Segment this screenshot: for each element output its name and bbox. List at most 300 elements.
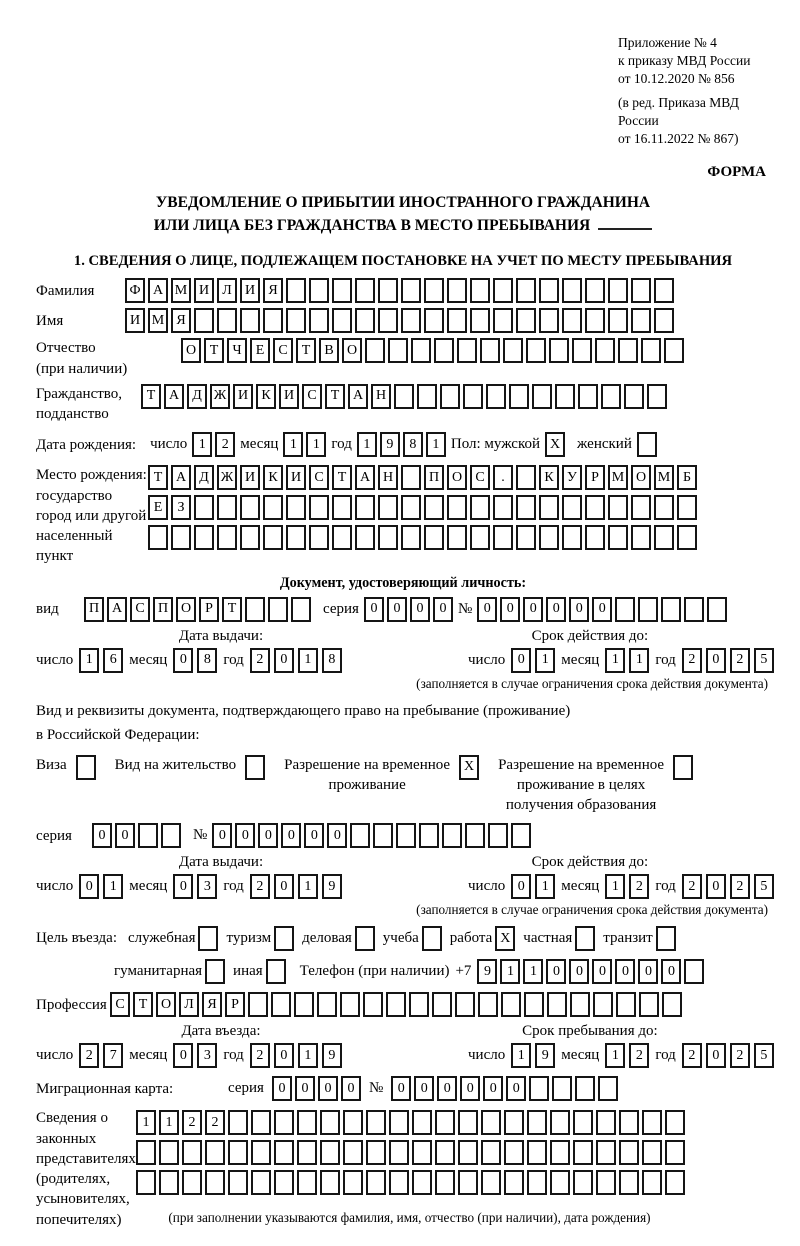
char-box[interactable]: С bbox=[302, 384, 322, 409]
char-box[interactable]: 8 bbox=[403, 432, 423, 457]
char-box[interactable]: 1 bbox=[535, 874, 555, 899]
char-box[interactable]: 1 bbox=[136, 1110, 156, 1135]
char-box[interactable]: 1 bbox=[426, 432, 446, 457]
char-box[interactable]: З bbox=[171, 495, 191, 520]
char-box[interactable] bbox=[286, 308, 306, 333]
char-box[interactable]: М bbox=[171, 278, 191, 303]
char-box[interactable]: П bbox=[84, 597, 104, 622]
char-box[interactable] bbox=[598, 1076, 618, 1101]
char-box[interactable]: У bbox=[562, 465, 582, 490]
char-box[interactable]: 0 bbox=[706, 1043, 726, 1068]
char-box[interactable] bbox=[309, 525, 329, 550]
char-box[interactable] bbox=[217, 495, 237, 520]
char-box[interactable] bbox=[297, 1140, 317, 1165]
char-box[interactable]: 0 bbox=[706, 874, 726, 899]
char-box[interactable] bbox=[378, 308, 398, 333]
char-box[interactable] bbox=[615, 597, 635, 622]
char-box[interactable] bbox=[182, 1140, 202, 1165]
char-box[interactable] bbox=[434, 338, 454, 363]
char-box[interactable]: 2 bbox=[629, 874, 649, 899]
char-box[interactable]: 0 bbox=[304, 823, 324, 848]
char-box[interactable]: 1 bbox=[605, 1043, 625, 1068]
char-box[interactable] bbox=[240, 525, 260, 550]
char-box[interactable] bbox=[601, 384, 621, 409]
char-box[interactable] bbox=[343, 1170, 363, 1195]
char-box[interactable] bbox=[619, 1110, 639, 1135]
char-box[interactable]: 2 bbox=[182, 1110, 202, 1135]
char-box[interactable] bbox=[248, 992, 268, 1017]
char-box[interactable] bbox=[286, 495, 306, 520]
char-box[interactable]: 2 bbox=[205, 1110, 225, 1135]
char-box[interactable] bbox=[526, 338, 546, 363]
char-box[interactable] bbox=[493, 495, 513, 520]
char-box[interactable]: О bbox=[156, 992, 176, 1017]
char-box[interactable]: 2 bbox=[215, 432, 235, 457]
char-box[interactable]: 3 bbox=[197, 874, 217, 899]
char-box[interactable]: К bbox=[256, 384, 276, 409]
char-box[interactable] bbox=[138, 823, 158, 848]
char-box[interactable] bbox=[665, 1170, 685, 1195]
char-box[interactable] bbox=[639, 992, 659, 1017]
char-box[interactable] bbox=[641, 338, 661, 363]
char-box[interactable]: 0 bbox=[615, 959, 635, 984]
char-box[interactable] bbox=[458, 1110, 478, 1135]
char-box[interactable] bbox=[411, 338, 431, 363]
char-box[interactable] bbox=[424, 495, 444, 520]
char-box[interactable] bbox=[631, 278, 651, 303]
checkbox[interactable] bbox=[266, 959, 286, 984]
char-box[interactable] bbox=[366, 1170, 386, 1195]
char-box[interactable] bbox=[217, 308, 237, 333]
char-box[interactable] bbox=[478, 992, 498, 1017]
char-box[interactable] bbox=[409, 992, 429, 1017]
char-box[interactable]: В bbox=[319, 338, 339, 363]
char-box[interactable] bbox=[647, 384, 667, 409]
char-box[interactable]: 1 bbox=[298, 1043, 318, 1068]
char-box[interactable] bbox=[529, 1076, 549, 1101]
char-box[interactable] bbox=[194, 495, 214, 520]
char-box[interactable]: 1 bbox=[605, 648, 625, 673]
checkbox[interactable]: X bbox=[495, 926, 515, 951]
char-box[interactable]: А bbox=[107, 597, 127, 622]
char-box[interactable]: И bbox=[279, 384, 299, 409]
char-box[interactable]: 0 bbox=[387, 597, 407, 622]
female-checkbox[interactable] bbox=[637, 432, 657, 457]
char-box[interactable] bbox=[585, 308, 605, 333]
char-box[interactable]: П bbox=[424, 465, 444, 490]
char-box[interactable] bbox=[401, 465, 421, 490]
char-box[interactable]: Т bbox=[148, 465, 168, 490]
char-box[interactable] bbox=[320, 1110, 340, 1135]
char-box[interactable] bbox=[573, 1110, 593, 1135]
char-box[interactable] bbox=[463, 384, 483, 409]
char-box[interactable]: Н bbox=[378, 465, 398, 490]
char-box[interactable]: А bbox=[148, 278, 168, 303]
char-box[interactable]: К bbox=[539, 465, 559, 490]
char-box[interactable] bbox=[504, 1140, 524, 1165]
char-box[interactable] bbox=[389, 1170, 409, 1195]
char-box[interactable]: Д bbox=[194, 465, 214, 490]
char-box[interactable]: 9 bbox=[535, 1043, 555, 1068]
char-box[interactable]: Н bbox=[371, 384, 391, 409]
checkbox[interactable] bbox=[656, 926, 676, 951]
char-box[interactable] bbox=[340, 992, 360, 1017]
char-box[interactable] bbox=[455, 992, 475, 1017]
char-box[interactable] bbox=[317, 992, 337, 1017]
char-box[interactable]: 9 bbox=[322, 874, 342, 899]
char-box[interactable] bbox=[555, 384, 575, 409]
char-box[interactable] bbox=[373, 823, 393, 848]
char-box[interactable] bbox=[662, 992, 682, 1017]
char-box[interactable]: Ч bbox=[227, 338, 247, 363]
char-box[interactable] bbox=[366, 1110, 386, 1135]
char-box[interactable]: 2 bbox=[730, 1043, 750, 1068]
char-box[interactable]: 0 bbox=[258, 823, 278, 848]
char-box[interactable]: 5 bbox=[754, 1043, 774, 1068]
char-box[interactable]: И bbox=[240, 465, 260, 490]
char-box[interactable] bbox=[171, 525, 191, 550]
char-box[interactable] bbox=[424, 308, 444, 333]
char-box[interactable] bbox=[136, 1140, 156, 1165]
char-box[interactable] bbox=[573, 1170, 593, 1195]
char-box[interactable] bbox=[274, 1110, 294, 1135]
char-box[interactable]: 0 bbox=[546, 597, 566, 622]
char-box[interactable] bbox=[440, 384, 460, 409]
char-box[interactable] bbox=[355, 278, 375, 303]
char-box[interactable] bbox=[619, 1140, 639, 1165]
char-box[interactable] bbox=[417, 384, 437, 409]
char-box[interactable] bbox=[608, 525, 628, 550]
char-box[interactable] bbox=[309, 308, 329, 333]
char-box[interactable] bbox=[309, 495, 329, 520]
char-box[interactable] bbox=[363, 992, 383, 1017]
char-box[interactable] bbox=[616, 992, 636, 1017]
char-box[interactable]: М bbox=[654, 465, 674, 490]
char-box[interactable] bbox=[366, 1140, 386, 1165]
char-box[interactable]: 1 bbox=[500, 959, 520, 984]
char-box[interactable]: С bbox=[309, 465, 329, 490]
char-box[interactable] bbox=[664, 338, 684, 363]
char-box[interactable] bbox=[263, 525, 283, 550]
char-box[interactable]: А bbox=[355, 465, 375, 490]
char-box[interactable] bbox=[550, 1110, 570, 1135]
char-box[interactable]: А bbox=[164, 384, 184, 409]
char-box[interactable] bbox=[457, 338, 477, 363]
char-box[interactable]: 2 bbox=[79, 1043, 99, 1068]
char-box[interactable] bbox=[386, 992, 406, 1017]
char-box[interactable] bbox=[228, 1140, 248, 1165]
char-box[interactable]: 1 bbox=[511, 1043, 531, 1068]
char-box[interactable] bbox=[355, 525, 375, 550]
char-box[interactable] bbox=[684, 959, 704, 984]
char-box[interactable] bbox=[268, 597, 288, 622]
char-box[interactable] bbox=[527, 1170, 547, 1195]
char-box[interactable] bbox=[297, 1110, 317, 1135]
char-box[interactable] bbox=[575, 1076, 595, 1101]
char-box[interactable]: 0 bbox=[272, 1076, 292, 1101]
char-box[interactable] bbox=[562, 308, 582, 333]
char-box[interactable]: 2 bbox=[682, 1043, 702, 1068]
char-box[interactable]: 0 bbox=[546, 959, 566, 984]
char-box[interactable]: Т bbox=[332, 465, 352, 490]
char-box[interactable] bbox=[205, 1140, 225, 1165]
checkbox[interactable] bbox=[575, 926, 595, 951]
char-box[interactable] bbox=[228, 1110, 248, 1135]
char-box[interactable]: Р bbox=[585, 465, 605, 490]
char-box[interactable] bbox=[631, 525, 651, 550]
char-box[interactable]: О bbox=[181, 338, 201, 363]
char-box[interactable]: 0 bbox=[173, 648, 193, 673]
char-box[interactable] bbox=[396, 823, 416, 848]
char-box[interactable] bbox=[291, 597, 311, 622]
char-box[interactable] bbox=[182, 1170, 202, 1195]
char-box[interactable]: 5 bbox=[754, 874, 774, 899]
char-box[interactable] bbox=[388, 338, 408, 363]
char-box[interactable]: 7 bbox=[103, 1043, 123, 1068]
char-box[interactable]: 0 bbox=[592, 959, 612, 984]
char-box[interactable] bbox=[550, 1170, 570, 1195]
male-checkbox[interactable]: X bbox=[545, 432, 565, 457]
char-box[interactable] bbox=[470, 525, 490, 550]
char-box[interactable]: 5 bbox=[754, 648, 774, 673]
char-box[interactable]: О bbox=[176, 597, 196, 622]
char-box[interactable]: М bbox=[148, 308, 168, 333]
char-box[interactable]: 1 bbox=[523, 959, 543, 984]
char-box[interactable] bbox=[286, 525, 306, 550]
checkbox[interactable] bbox=[274, 926, 294, 951]
char-box[interactable] bbox=[332, 495, 352, 520]
char-box[interactable]: С bbox=[470, 465, 490, 490]
char-box[interactable] bbox=[424, 525, 444, 550]
char-box[interactable]: 0 bbox=[569, 597, 589, 622]
char-box[interactable] bbox=[465, 823, 485, 848]
char-box[interactable]: Я bbox=[171, 308, 191, 333]
checkbox[interactable] bbox=[422, 926, 442, 951]
char-box[interactable] bbox=[240, 308, 260, 333]
char-box[interactable] bbox=[470, 278, 490, 303]
char-box[interactable] bbox=[707, 597, 727, 622]
char-box[interactable] bbox=[527, 1140, 547, 1165]
char-box[interactable]: 9 bbox=[322, 1043, 342, 1068]
char-box[interactable] bbox=[570, 992, 590, 1017]
char-box[interactable] bbox=[493, 308, 513, 333]
char-box[interactable] bbox=[562, 495, 582, 520]
char-box[interactable] bbox=[596, 1110, 616, 1135]
char-box[interactable] bbox=[274, 1140, 294, 1165]
char-box[interactable]: 0 bbox=[318, 1076, 338, 1101]
char-box[interactable] bbox=[585, 525, 605, 550]
char-box[interactable]: 1 bbox=[535, 648, 555, 673]
char-box[interactable]: 0 bbox=[638, 959, 658, 984]
char-box[interactable] bbox=[501, 992, 521, 1017]
char-box[interactable]: 3 bbox=[197, 1043, 217, 1068]
char-box[interactable]: 0 bbox=[592, 597, 612, 622]
char-box[interactable] bbox=[228, 1170, 248, 1195]
residence-permit-checkbox[interactable] bbox=[245, 755, 265, 780]
char-box[interactable] bbox=[608, 308, 628, 333]
char-box[interactable] bbox=[159, 1140, 179, 1165]
char-box[interactable] bbox=[343, 1140, 363, 1165]
char-box[interactable]: Л bbox=[217, 278, 237, 303]
char-box[interactable]: 0 bbox=[295, 1076, 315, 1101]
char-box[interactable]: 1 bbox=[306, 432, 326, 457]
char-box[interactable]: 1 bbox=[357, 432, 377, 457]
char-box[interactable]: 2 bbox=[629, 1043, 649, 1068]
char-box[interactable] bbox=[350, 823, 370, 848]
char-box[interactable] bbox=[251, 1110, 271, 1135]
char-box[interactable] bbox=[412, 1170, 432, 1195]
char-box[interactable] bbox=[435, 1170, 455, 1195]
char-box[interactable]: 9 bbox=[380, 432, 400, 457]
char-box[interactable] bbox=[608, 495, 628, 520]
checkbox[interactable] bbox=[205, 959, 225, 984]
char-box[interactable] bbox=[493, 278, 513, 303]
char-box[interactable] bbox=[516, 495, 536, 520]
char-box[interactable]: 1 bbox=[298, 648, 318, 673]
char-box[interactable] bbox=[684, 597, 704, 622]
char-box[interactable] bbox=[432, 992, 452, 1017]
char-box[interactable]: И bbox=[286, 465, 306, 490]
char-box[interactable] bbox=[539, 495, 559, 520]
char-box[interactable] bbox=[401, 525, 421, 550]
char-box[interactable] bbox=[240, 495, 260, 520]
char-box[interactable]: 0 bbox=[281, 823, 301, 848]
char-box[interactable] bbox=[148, 525, 168, 550]
char-box[interactable]: 0 bbox=[115, 823, 135, 848]
char-box[interactable]: Л bbox=[179, 992, 199, 1017]
char-box[interactable] bbox=[642, 1170, 662, 1195]
char-box[interactable] bbox=[343, 1110, 363, 1135]
char-box[interactable]: Ж bbox=[210, 384, 230, 409]
char-box[interactable] bbox=[447, 495, 467, 520]
checkbox[interactable] bbox=[355, 926, 375, 951]
char-box[interactable] bbox=[486, 384, 506, 409]
char-box[interactable] bbox=[572, 338, 592, 363]
char-box[interactable] bbox=[470, 495, 490, 520]
char-box[interactable]: 0 bbox=[92, 823, 112, 848]
char-box[interactable] bbox=[194, 308, 214, 333]
char-box[interactable]: 0 bbox=[661, 959, 681, 984]
char-box[interactable]: 1 bbox=[298, 874, 318, 899]
char-box[interactable] bbox=[638, 597, 658, 622]
char-box[interactable] bbox=[332, 525, 352, 550]
char-box[interactable]: 9 bbox=[477, 959, 497, 984]
char-box[interactable]: 0 bbox=[523, 597, 543, 622]
char-box[interactable]: И bbox=[240, 278, 260, 303]
char-box[interactable]: 2 bbox=[730, 874, 750, 899]
char-box[interactable] bbox=[550, 1140, 570, 1165]
char-box[interactable] bbox=[585, 278, 605, 303]
char-box[interactable]: Ф bbox=[125, 278, 145, 303]
char-box[interactable] bbox=[532, 384, 552, 409]
char-box[interactable] bbox=[631, 495, 651, 520]
char-box[interactable] bbox=[511, 823, 531, 848]
char-box[interactable]: С bbox=[273, 338, 293, 363]
char-box[interactable] bbox=[263, 495, 283, 520]
char-box[interactable]: 0 bbox=[391, 1076, 411, 1101]
char-box[interactable] bbox=[194, 525, 214, 550]
char-box[interactable]: 2 bbox=[682, 874, 702, 899]
char-box[interactable]: Я bbox=[202, 992, 222, 1017]
char-box[interactable]: О bbox=[447, 465, 467, 490]
char-box[interactable]: 0 bbox=[460, 1076, 480, 1101]
char-box[interactable] bbox=[677, 525, 697, 550]
char-box[interactable] bbox=[618, 338, 638, 363]
char-box[interactable]: Т bbox=[133, 992, 153, 1017]
char-box[interactable]: 2 bbox=[730, 648, 750, 673]
char-box[interactable]: Т bbox=[141, 384, 161, 409]
char-box[interactable]: 0 bbox=[235, 823, 255, 848]
char-box[interactable]: 6 bbox=[103, 648, 123, 673]
char-box[interactable] bbox=[503, 338, 523, 363]
char-box[interactable] bbox=[161, 823, 181, 848]
char-box[interactable] bbox=[624, 384, 644, 409]
char-box[interactable] bbox=[642, 1140, 662, 1165]
char-box[interactable]: 0 bbox=[274, 874, 294, 899]
char-box[interactable] bbox=[251, 1170, 271, 1195]
char-box[interactable]: О bbox=[342, 338, 362, 363]
char-box[interactable]: 0 bbox=[506, 1076, 526, 1101]
char-box[interactable]: 0 bbox=[706, 648, 726, 673]
char-box[interactable]: Т bbox=[325, 384, 345, 409]
char-box[interactable] bbox=[481, 1170, 501, 1195]
char-box[interactable]: 1 bbox=[79, 648, 99, 673]
char-box[interactable] bbox=[539, 308, 559, 333]
char-box[interactable] bbox=[608, 278, 628, 303]
char-box[interactable]: 0 bbox=[341, 1076, 361, 1101]
char-box[interactable] bbox=[562, 278, 582, 303]
char-box[interactable] bbox=[509, 384, 529, 409]
char-box[interactable] bbox=[389, 1140, 409, 1165]
char-box[interactable] bbox=[578, 384, 598, 409]
char-box[interactable] bbox=[488, 823, 508, 848]
char-box[interactable]: 0 bbox=[173, 874, 193, 899]
char-box[interactable]: Б bbox=[677, 465, 697, 490]
char-box[interactable] bbox=[504, 1110, 524, 1135]
char-box[interactable]: 0 bbox=[483, 1076, 503, 1101]
char-box[interactable]: 0 bbox=[410, 597, 430, 622]
char-box[interactable] bbox=[524, 992, 544, 1017]
char-box[interactable] bbox=[665, 1140, 685, 1165]
char-box[interactable]: 2 bbox=[250, 648, 270, 673]
char-box[interactable] bbox=[378, 495, 398, 520]
char-box[interactable]: Т bbox=[222, 597, 242, 622]
char-box[interactable]: 2 bbox=[250, 1043, 270, 1068]
char-box[interactable] bbox=[401, 495, 421, 520]
char-box[interactable] bbox=[504, 1170, 524, 1195]
char-box[interactable] bbox=[654, 525, 674, 550]
char-box[interactable] bbox=[458, 1170, 478, 1195]
char-box[interactable]: Р bbox=[199, 597, 219, 622]
char-box[interactable]: 0 bbox=[414, 1076, 434, 1101]
char-box[interactable] bbox=[412, 1110, 432, 1135]
char-box[interactable] bbox=[286, 278, 306, 303]
char-box[interactable]: 8 bbox=[197, 648, 217, 673]
char-box[interactable]: 1 bbox=[192, 432, 212, 457]
char-box[interactable]: 2 bbox=[250, 874, 270, 899]
char-box[interactable]: Р bbox=[225, 992, 245, 1017]
char-box[interactable] bbox=[297, 1170, 317, 1195]
char-box[interactable]: 0 bbox=[173, 1043, 193, 1068]
char-box[interactable]: 0 bbox=[511, 874, 531, 899]
char-box[interactable] bbox=[631, 308, 651, 333]
char-box[interactable] bbox=[294, 992, 314, 1017]
char-box[interactable] bbox=[365, 338, 385, 363]
char-box[interactable] bbox=[332, 308, 352, 333]
char-box[interactable]: 0 bbox=[433, 597, 453, 622]
char-box[interactable] bbox=[585, 495, 605, 520]
char-box[interactable] bbox=[309, 278, 329, 303]
